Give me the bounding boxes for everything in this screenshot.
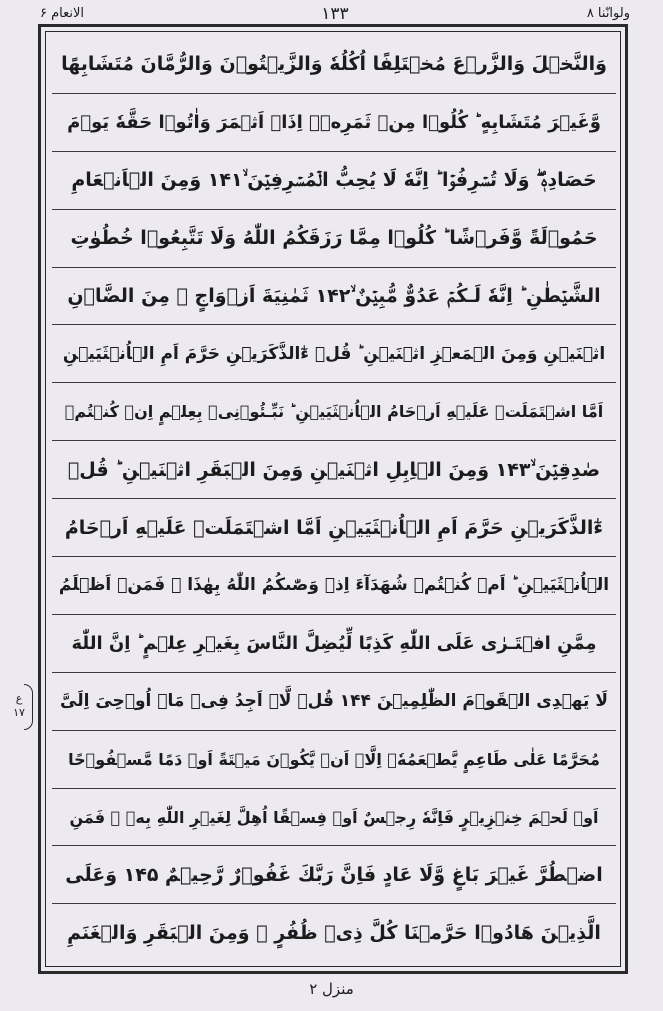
text-line: اَمَّا اشۡتَمَلَتۡ عَلَيۡهِ اَرۡحَامُ الۡاُنۡثَيَيۡنِ ؕ نَبِّـئُوۡنِىۡ بِعِلۡمٍ اِنۡ كُنۡتُمۡ (52, 383, 616, 441)
text-line: وَّغَيۡرَ مُتَشَابِهٍ ؕ كُلُوۡا مِنۡ ثَمَرِهٖۤ اِذَاۤ اَثۡمَرَ وَاٰتُوۡا حَقَّهٗ يَوۡمَ (52, 94, 616, 152)
text-line: ءٰٓالذَّكَرَيۡنِ حَرَّمَ اَمِ الۡاُنۡثَيَيۡنِ اَمَّا اشۡتَمَلَتۡ عَلَيۡهِ اَرۡحَامُ (52, 499, 616, 557)
text-line: مِمَّنِ افۡتَـرٰى عَلَى اللّٰهِ كَذِبًا لِّيُضِلَّ النَّاسَ بِغَيۡرِ عِلۡمٍ ؕ اِنَّ اللّٰهَ (52, 615, 616, 673)
text-body (52, 36, 616, 963)
text-line: الۡاُنۡثَيَيۡنِ ؕ اَمۡ كُنۡتُمۡ شُهَدَآءَ اِذۡ وَصّٰٮكُمُ اللّٰهُ بِهٰذَا ۚ فَمَنۡ اَظۡلَمُ (52, 557, 616, 615)
page-footer (0, 980, 663, 998)
page-number: ۱۳۳ (321, 4, 349, 24)
manzil-label: منزل ۲ (309, 980, 354, 998)
ruku-bracket (24, 684, 33, 730)
surah-name: الانعام ۶ (40, 6, 85, 21)
text-line: الشَّيۡطٰنِ ؕ اِنَّهٗ لَـكُمۡ عَدُوٌّ مُّبِيۡنٌ ۙ۱۴۲ ثَمٰنِيَةَ اَزۡوَاجٍ ۚ مِنَ الضَّاۡنِ (52, 268, 616, 326)
text-line: حَصَادِهٖ ۖ وَلَا تُسۡرِفُوۡا ؕ اِنَّهٗ لَا يُحِبُّ الۡمُسۡرِفِيۡنَ ۙ۱۴۱ وَمِنَ الۡاَنۡعَامِ (52, 152, 616, 210)
text-line: حَمُوۡلَةً وَّفَرۡشًا ؕ كُلُوۡا مِمَّا رَزَقَكُمُ اللّٰهُ وَلَا تَتَّبِعُوۡا خُطُوٰتِ (52, 210, 616, 268)
ruku-marker (4, 676, 34, 736)
text-line: مُحَرَّمًا عَلٰى طَاعِمٍ يَّطۡعَمُهٗۤ اِلَّاۤ اَنۡ يَّكُوۡنَ مَيۡتَةً اَوۡ دَمًا مَّسۡفُوۡحًا (52, 731, 616, 789)
page-header (40, 4, 630, 26)
ruku-number: ۱۷ (13, 706, 25, 719)
ruku-symbol: ع (15, 692, 23, 705)
text-line: صٰدِقِيۡنَ ۙ۱۴۳ وَمِنَ الۡاِبِلِ اثۡنَيۡنِ وَمِنَ الۡبَقَرِ اثۡنَيۡنِ ؕ قُلۡ (52, 441, 616, 499)
text-line: وَالنَّخۡلَ وَالزَّرۡعَ مُخۡتَلِفًا اُكُلُهٗ وَالزَّيۡتُوۡنَ وَالرُّمَّانَ مُتَشَابِهًا (52, 36, 616, 94)
text-line: اثۡنَيۡنِ وَمِنَ الۡمَعۡزِ اثۡنَيۡنِ ؕ قُلۡ ءٰٓالذَّكَرَيۡنِ حَرَّمَ اَمِ الۡاُنۡثَيَيۡنِ (52, 325, 616, 383)
text-line: اَوۡ لَحۡمَ خِنۡزِيۡرٍ فَاِنَّهٗ رِجۡسٌ اَوۡ فِسۡقًا اُهِلَّ لِغَيۡرِ اللّٰهِ بِهٖ ۚ فَمَنِ (52, 789, 616, 847)
text-line: الَّذِيۡنَ هَادُوۡا حَرَّمۡنَا كُلَّ ذِىۡ ظُفُرٍ ۚ وَمِنَ الۡبَقَرِ وَالۡغَنَمِ (67, 922, 601, 945)
text-line: اضۡطُرَّ غَيۡرَ بَاغٍ وَّلَا عَادٍ فَاِنَّ رَبَّكَ غَفُوۡرٌ رَّحِيۡمٌ ۱۴۵ وَعَلَى (52, 846, 616, 904)
juz-name: ولوانّنا ۸ (586, 6, 630, 21)
text-line: لَا يَهۡدِى الۡقَوۡمَ الظّٰلِمِيۡنَ ۱۴۴ قُلۡ لَّاۤ اَجِدُ فِىۡ مَاۤ اُوۡحِىَ اِلَىَّ (52, 673, 616, 731)
